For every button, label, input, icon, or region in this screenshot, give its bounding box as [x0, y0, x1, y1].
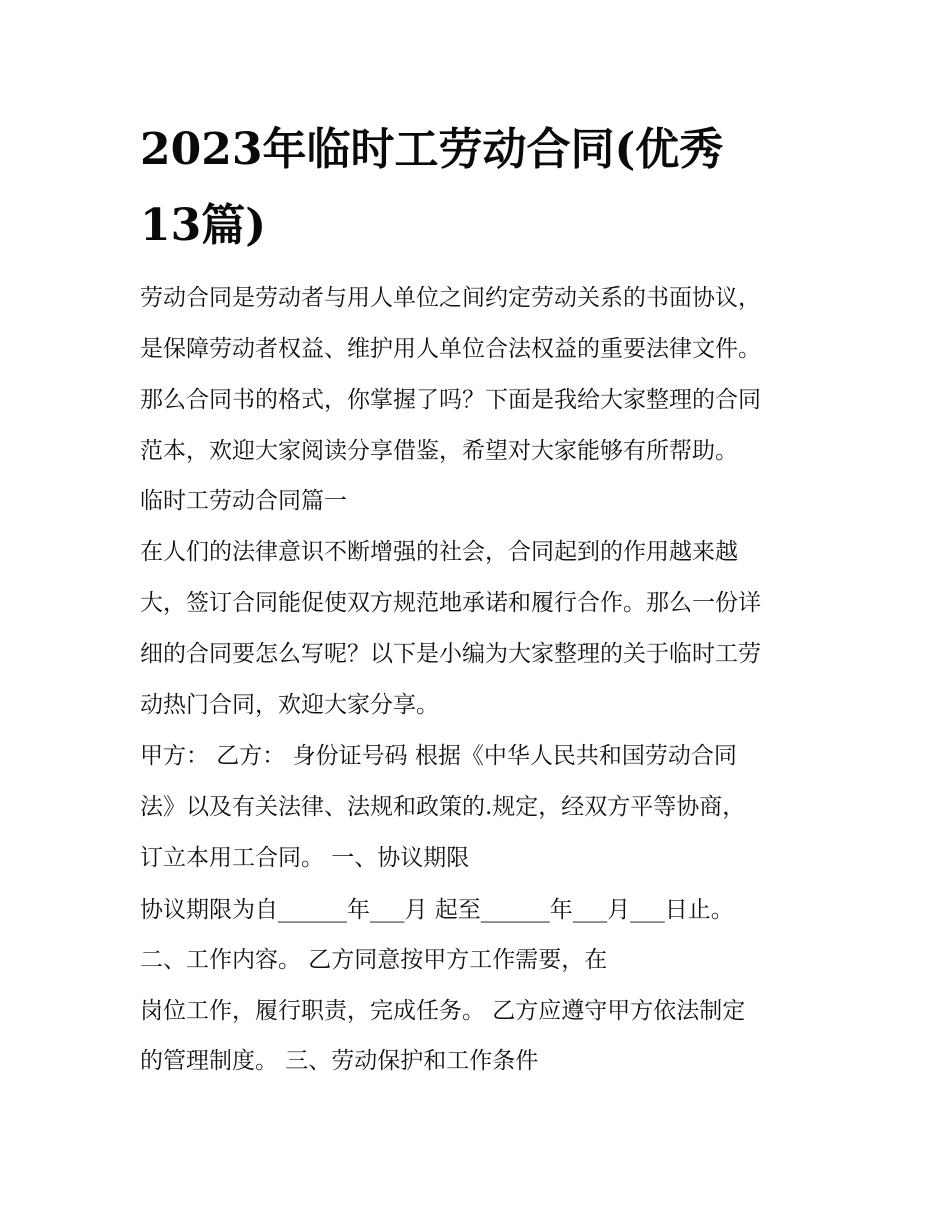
section-paragraph-line: 在人们的法律意识不断增强的社会，合同起到的作用越来越	[140, 539, 738, 565]
intro-paragraph-line: 那么合同书的格式，你掌握了吗？下面是我给大家整理的合同	[140, 387, 761, 413]
contract-line: 二、工作内容。 乙方同意按甲方工作需要，在	[140, 947, 608, 973]
section-paragraph-line: 细的合同要怎么写呢？以下是小编为大家整理的关于临时工劳	[140, 641, 761, 667]
document-title	[140, 112, 820, 264]
contract-line: 订立本用工合同。 一、协议期限	[140, 845, 470, 871]
intro-paragraph-line: 范本，欢迎大家阅读分享借鉴，希望对大家能够有所帮助。	[140, 438, 738, 464]
section-paragraph-line: 动热门合同，欢迎大家分享。	[140, 692, 439, 718]
title-line-2: 13篇)	[140, 200, 267, 251]
section-paragraph-line: 大，签订合同能促使双方规范地承诺和履行合作。那么一份详	[140, 590, 761, 616]
contract-line: 法》以及有关法律、法规和政策的.规定，经双方平等协商，	[140, 794, 746, 820]
contract-line: 甲方： 乙方： 身份证号码 根据《中华人民共和国劳动合同	[140, 743, 737, 769]
section-heading: 临时工劳动合同篇一	[140, 488, 347, 514]
title-line-1: 2023年临时工劳动合同(优秀	[140, 124, 724, 175]
contract-line: 岗位工作，履行职责，完成任务。 乙方应遵守甲方依法制定	[140, 998, 746, 1024]
intro-paragraph-line: 劳动合同是劳动者与用人单位之间约定劳动关系的书面协议，	[140, 285, 761, 311]
contract-line: 的管理制度。 三、劳动保护和工作条件	[140, 1048, 539, 1074]
intro-paragraph-line: 是保障劳动者权益、维护用人单位合法权益的重要法律文件。	[140, 336, 761, 362]
contract-term-line: 协议期限为自______年___月 起至______年___月___日止。	[140, 897, 734, 923]
